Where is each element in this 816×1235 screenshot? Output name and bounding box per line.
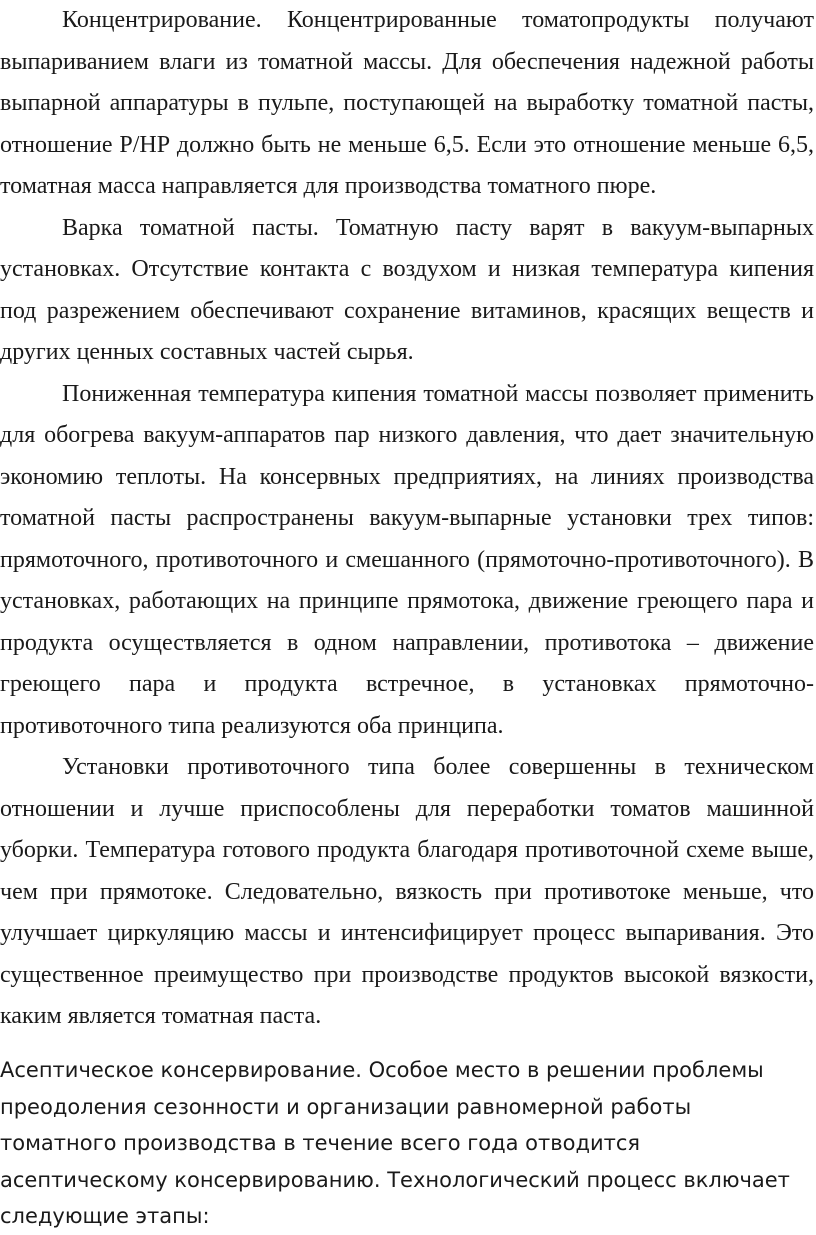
paragraph-low-boiling-temperature: Пониженная температура кипения томатной массы позволяет применить для обогрева вакуум-аппаратов пар низкого давления, что дает значительную экономию теплоты. На консервных предприятиях, на линиях производства томатной пасты распространены вакуум-выпарные установки трех типов: прямоточного, противоточного и смешанного (прямоточно-противоточного). В установках, работающих на принципе прямотока, движение греющего пара и продукта осуществляется в одном направлении, противотока – движение греющего пара и продукта встречное, в установках прямоточно-противоточного типа реализуются оба принципа. (0, 380, 814, 739)
paragraph-counterflow-units: Установки противоточного типа более совершенны в техническом отношении и лучше приспособлены для переработки томатов машинной уборки. Температура готового продукта благодаря противоточной схеме выше, чем при прямотоке. Следовательно, вязкость при противотоке меньше, что улучшает циркуляцию массы и интенсифицирует процесс выпаривания. Это существенное преимущество при производстве продуктов высокой вязкости, каким является томатная паста. (0, 754, 814, 1029)
document-body-continuation (0, 1052, 790, 1235)
paragraph-tomato-paste-cooking: Варка томатной пасты. Томатную пасту варят в вакуум-выпарных установках. Отсутствие контакта с воздухом и низкая температура кипения под разрежением обеспечивают сохранение витаминов, красящих веществ и других ценных составных частей сырья. (0, 214, 814, 365)
paragraph-aseptic-canning: Асептическое консервирование. Особое место в решении проблемы преодоления сезонности и организации равномерной работы томатного производства в течение всего года отводится асептическому консервированию. Технологический процесс включает следующие этапы: (0, 1058, 790, 1228)
paragraph-concentration: Концентрирование. Концентрированные томатопродукты получают выпариванием влаги из томатной массы. Для обеспечения надежной работы выпарной аппаратуры в пульпе, поступающей на выработку томатной пасты, отношение Р/НР должно быть не меньше 6,5. Если это отношение меньше 6,5, томатная масса направляется для производства томатного пюре. (0, 7, 814, 199)
